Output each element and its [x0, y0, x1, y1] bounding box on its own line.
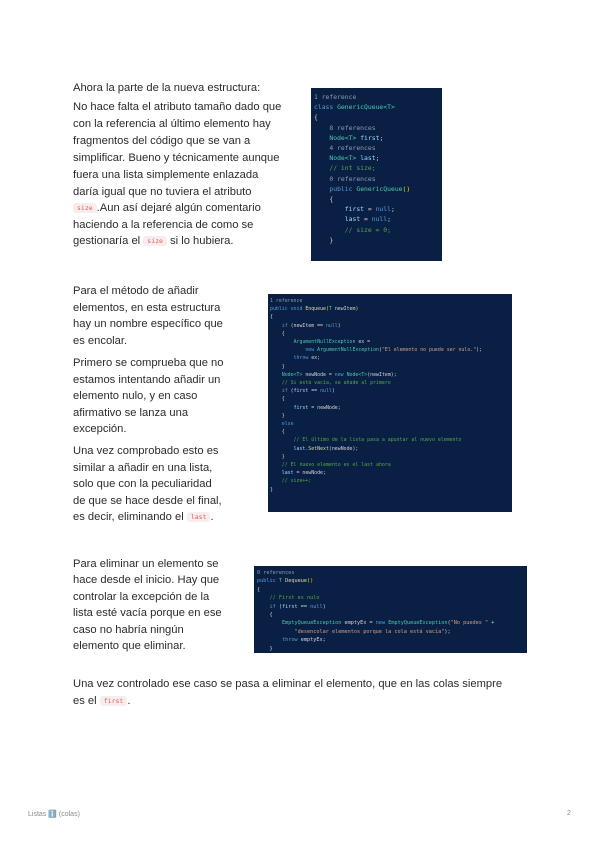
section2-line: solo que con la peculiaridad: [73, 478, 212, 490]
code-line: 0 references: [314, 174, 376, 183]
code-line: }: [270, 453, 285, 460]
section1-line: [73, 233, 233, 250]
code-line: }: [314, 235, 334, 244]
section1-line: con la referencia al último elemento hay: [73, 118, 271, 130]
inline-code-size: size: [143, 236, 167, 246]
section1-line: fragmentos del código que se van a: [73, 135, 251, 147]
page-number: 2: [567, 810, 571, 817]
code-line: 1 reference: [270, 298, 303, 304]
code-line: {: [270, 314, 273, 321]
code-line: last = null;: [344, 215, 391, 224]
code-line: }: [257, 645, 273, 652]
code-line: if (first == null): [281, 388, 335, 395]
section4-line-text: .: [127, 695, 131, 707]
code-line: public T Dequeue(): [257, 578, 314, 585]
section1-heading: Ahora la parte de la nueva estructura:: [73, 82, 261, 94]
code-line: {: [270, 396, 285, 403]
section2-line: excepción.: [73, 423, 127, 435]
code-line: // size = 0;: [314, 225, 391, 234]
section2-line: elementos, en esta estructura: [73, 302, 221, 314]
section2-line: es encolar.: [73, 335, 128, 347]
section3-line: caso no habría ningún: [73, 624, 184, 636]
section1-line: [73, 200, 261, 217]
section3-line: lista esté vacía porque en ese: [73, 607, 222, 619]
code-line: {: [257, 586, 261, 593]
code-line: throw emptyEx;: [282, 637, 326, 644]
section1-line-text: .Aun así dejaré algún comentario: [96, 202, 261, 214]
code-line: // Si está vacía, se añade al primero: [270, 380, 391, 387]
footer-title: Listas ℹ️ (colas): [28, 811, 80, 818]
inline-code-first: first: [100, 696, 128, 706]
section1-line-text: gestionaría el: [73, 235, 141, 247]
code-line: {: [270, 429, 285, 436]
code-line: throw ex;: [293, 355, 321, 362]
section2-line: estamos intentando añadir un: [73, 374, 221, 386]
section2-line: Una vez comprobado esto es: [73, 445, 219, 457]
code-line: ArgumentNullException ex =: [293, 339, 371, 346]
code-line: else: [270, 421, 294, 428]
code-line: EmptyQueueException emptyEx = new EmptyQueueException("No puedes " +: [282, 620, 495, 627]
code-line: // First es nulo: [257, 595, 320, 602]
section4-line: Una vez controlado ese caso se pasa a eliminar el elemento, que en las colas siempre: [73, 678, 503, 690]
code-line: {: [314, 195, 334, 204]
section2-line: afirmativo se lanza una: [73, 407, 189, 419]
code-line: public GenericQueue(): [329, 184, 411, 193]
code-line: {: [314, 113, 318, 122]
section4-line: [73, 693, 130, 710]
section2-line-text: es decir, eliminando el: [73, 511, 184, 523]
code-line: // size++;: [270, 478, 312, 485]
section2-line: Primero se comprueba que no: [73, 357, 224, 369]
code-line: Node<T> first;: [329, 133, 384, 142]
code-screenshot-dequeue: [254, 566, 527, 653]
code-line: Node<T> newNode = new Node<T>(newItem);: [281, 371, 397, 378]
section3-line: Para eliminar un elemento se: [73, 558, 219, 570]
code-line: 4 references: [314, 144, 376, 153]
code-line: 0 references: [257, 570, 295, 576]
section2-line: [73, 509, 214, 526]
code-screenshot-enqueue: [268, 294, 512, 512]
code-line: first = newNode;: [293, 404, 341, 411]
section3-line: controlar la excepción de la: [73, 591, 210, 603]
section4-line-text: es el: [73, 695, 97, 707]
code-line: public void Enqueue(T newItem): [270, 306, 359, 313]
section3-line: elemento que eliminar.: [73, 640, 186, 652]
code-line: last = newNode;: [281, 470, 326, 477]
code-line: {: [257, 612, 273, 619]
section1-line: fuera una lista simplemente enlazada: [73, 169, 259, 181]
code-line: new ArgumentNullException("El elemento no puede ser nulo.");: [305, 347, 483, 354]
section1-line: daría igual que no tuviera el atributo: [73, 186, 252, 198]
code-line: first = null;: [344, 205, 395, 214]
section1-line: simplificar. Bueno y técnicamente aunque: [73, 152, 280, 164]
code-line: // El último de la lista pasa a apuntar al nuevo elemento: [270, 437, 462, 444]
code-line: {: [270, 330, 285, 337]
code-line: if (newItem == null): [281, 322, 341, 329]
section1-line-text: si lo hubiera.: [170, 235, 234, 247]
code-line: Node<T> last;: [329, 154, 380, 163]
section3-line: hace desde el inicio. Hay que: [73, 574, 220, 586]
section2-line: de que se hace desde el final,: [73, 495, 222, 507]
code-line: // El nuevo elemento es el last ahora: [270, 462, 391, 469]
code-line: // int size;: [314, 164, 376, 173]
section2-line: elemento nulo, y en caso: [73, 390, 198, 402]
code-line: if (first == null): [269, 603, 326, 610]
section1-line: No hace falta el atributo tamaño dado que: [73, 101, 282, 113]
section2-line: hay un nombre específico que: [73, 318, 223, 330]
code-line: }: [270, 412, 285, 419]
section2-line: Para el método de añadir: [73, 285, 199, 297]
code-line: 1 reference: [314, 93, 357, 101]
section2-line-text: .: [210, 511, 214, 523]
code-line: 8 references: [314, 123, 376, 132]
code-screenshot-generic-queue: [311, 88, 442, 261]
code-line: class GenericQueue<T>: [314, 103, 395, 112]
section1-line: haciendo a la referencia de como se: [73, 219, 254, 231]
code-line: "desencolar elementos porque la cola está vacía");: [294, 628, 451, 635]
inline-code-last: last: [187, 512, 211, 522]
inline-code-size: size: [73, 203, 97, 213]
code-line: }: [270, 363, 285, 370]
code-line: last.SetNext(newNode);: [293, 445, 359, 452]
code-line: }: [270, 486, 273, 493]
section2-line: similar a añadir en una lista,: [73, 462, 213, 474]
